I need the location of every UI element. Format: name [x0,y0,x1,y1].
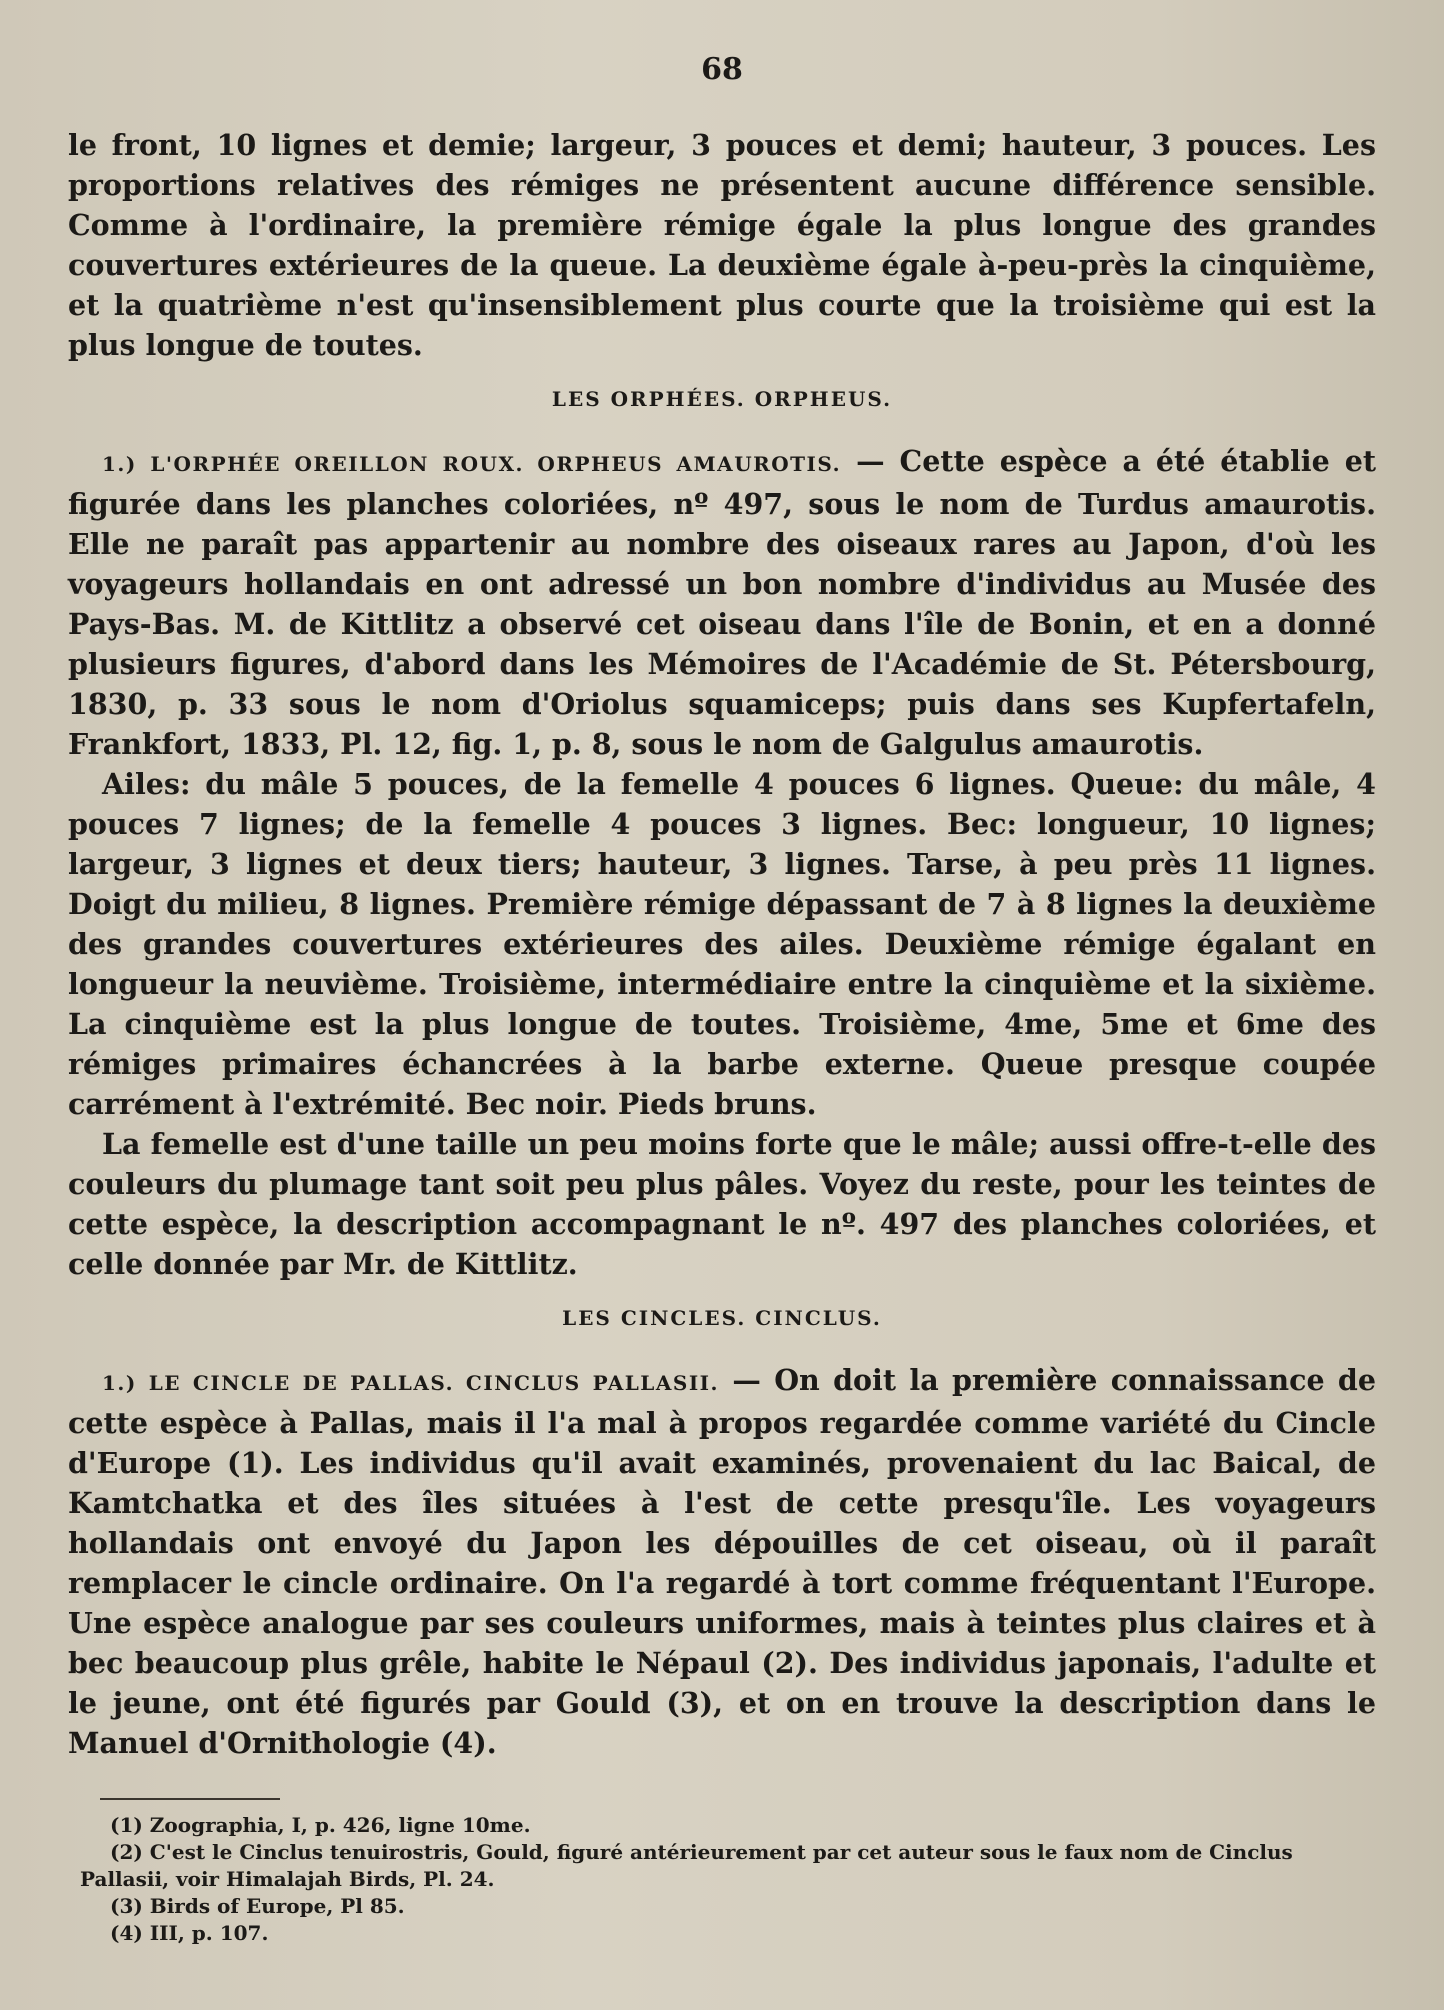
paragraph-female: La femelle est d'une taille un peu moins forte que le mâle; aussi offre-t-elle des couleurs du plumage tant soit peu plus pâles. Voyez du reste, pour les teintes de cette espèce, la description accompagnant le nº. 497 des planches coloriées, et celle donnée par Mr. de Kittlitz. [68,1127,1376,1281]
footnote-2: (2) C'est le Cinclus tenuirostris, Gould, figuré antérieurement par cet auteur sous le faux nom de Cinclus [110,1840,1293,1864]
paragraph-measurements: Ailes: du mâle 5 pouces, de la femelle 4 pouces 6 lignes. Queue: du mâle, 4 pouces 7 lignes; de la femelle 4 pouces 3 lignes. Bec: longueur, 10 lignes; largeur, 3 lignes et deux tiers; hauteur, 3 lignes. Tarse, à peu près 11 lignes. Doigt du milieu, 8 lignes. Première rémige dépassant de 7 à 8 lignes la deuxième des grandes couvertures extérieures des ailes. Deuxième rémige égalant en longueur la neuvième. Troisième, intermédiaire entre la cinquième et la sixième. La cinquième est la plus longue de toutes. Troisième, 4me, 5me et 6me des rémiges primaires échancrées à la barbe externe. Queue presque coupée carrément à l'extrémité. Bec noir. Pieds bruns. [68,767,1376,1121]
footnote-rule [100,1798,280,1800]
section-title-cincles: LES CINCLES. CINCLUS. [562,1306,882,1330]
species-heading-cincle: 1.) LE CINCLE DE PALLAS. CINCLUS PALLASII. [102,1371,719,1395]
species-text-orphee: — Cette espèce a été établie et figurée dans les planches coloriées, nº 497, sous le nom de Turdus amaurotis. Elle ne paraît pas appartenir au nombre des oiseaux rares au Japon, d'où les voyageurs hollandais en ont adressé un bon nombre d'individus au Musée des Pays-Bas. M. de Kittlitz a observé cet oiseau dans l'île de Bonin, et en a donné plusieurs figures, d'abord dans les Mémoires de l'Académie de St. Pétersbourg, 1830, p. 33 sous le nom d'Oriolus squamiceps; puis dans ses Kupfertafeln, Frankfort, 1833, Pl. 12, fig. 1, p. 8, sous le nom de Galgulus amaurotis. [68,444,1376,761]
section-title-orphees: LES ORPHÉES. ORPHEUS. [551,387,893,411]
page-number: 68 [701,52,743,87]
footnote-1: (1) Zoographia, I, p. 426, ligne 10me. [110,1813,531,1837]
paragraph-cincle [68,1360,1376,1763]
species-text-cincle: — On doit la première connaissance de cette espèce à Pallas, mais il l'a mal à propos regardée comme variété du Cincle d'Europe (1). Les individus qu'il avait examinés, provenaient du lac Baical, de Kamtchatka et des îles situées à l'est de cette presqu'île. Les voyageurs hollandais ont envoyé du Japon les dépouilles de cet oiseau, où il paraît remplacer le cincle ordinaire. On l'a regardé à tort comme fréquentant l'Europe. Une espèce analogue par ses couleurs uniformes, mais à teintes plus claires et à bec beaucoup plus grêle, habite le Népaul (2). Des individus japonais, l'adulte et le jeune, ont été figurés par Gould (3), et on en trouve la description dans le Manuel d'Ornithologie (4). [68,1363,1376,1760]
footnote-2-continued: Pallasii, voir Himalajah Birds, Pl. 24. [80,1867,495,1891]
page-body [68,125,1376,1763]
footnote-4: (4) III, p. 107. [110,1921,269,1945]
footnotes [80,1812,1364,1947]
species-heading-orphee: 1.) L'ORPHÉE OREILLON ROUX. ORPHEUS AMAUROTIS. [102,452,842,476]
paragraph-continued: le front, 10 lignes et demie; largeur, 3 pouces et demi; hauteur, 3 pouces. Les proportions relatives des rémiges ne présentent aucune différence sensible. Comme à l'ordinaire, la première rémige égale la plus longue des grandes couvertures extérieures de la queue. La deuxième égale à-peu-près la cinquième, et la quatrième n'est qu'insensiblement plus courte que la troisième qui est la plus longue de toutes. [68,128,1376,362]
paragraph-orphee [68,441,1376,764]
footnote-3: (3) Birds of Europe, Pl 85. [110,1894,405,1918]
